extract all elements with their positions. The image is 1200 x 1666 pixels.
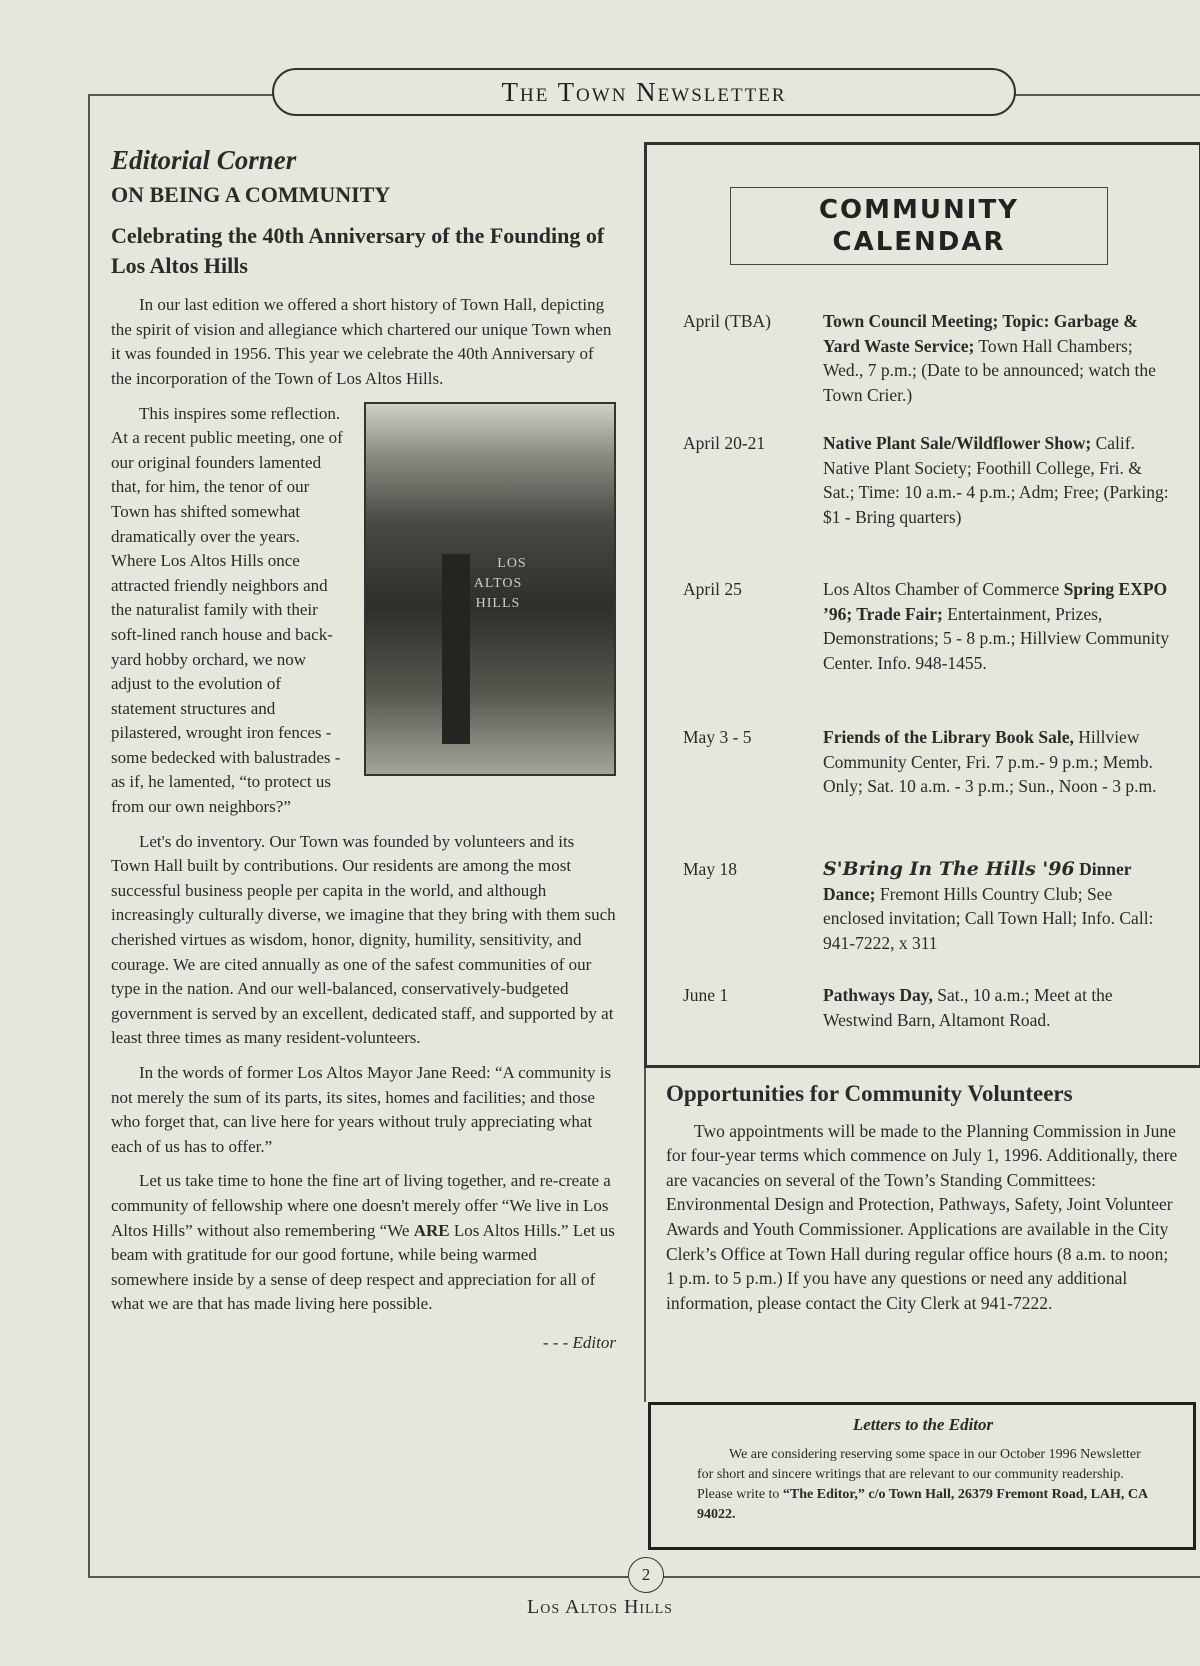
entry-body	[823, 857, 1173, 955]
entry-date: May 3 - 5	[683, 727, 752, 747]
frame-top-left	[88, 94, 274, 96]
section-label: Editorial Corner	[111, 145, 297, 175]
footer-town: Los Altos Hills	[527, 1596, 673, 1618]
calendar-title-line2: CALENDAR	[832, 227, 1006, 257]
community-calendar	[644, 142, 1200, 1068]
editorial-column	[111, 145, 616, 1356]
volunteers-body: Two appointments will be made to the Planning Commission in June for four-year terms which commence on July 1, 1996. Additionally, there are vacancies on several of the Town’s Standing Committees: Environmental Design and Protection, Pathways, Safety, Joint Volunteer Awards and Youth Commissioner. Applications are available in the City Clerk’s Office at Town Hall during regular office hours (8 a.m. to noon; 1 p.m. to 5 p.m.) If you have any questions or need any additional information, please contact the City Clerk at 941-7222.	[666, 1120, 1178, 1313]
entry-details: Fremont Hills Country Club; See enclosed invitation; Call Town Hall; Info. Call: 941-7222, x 311	[823, 883, 1154, 953]
editorial-paragraph-5	[111, 1169, 616, 1317]
sign-text: LOS ALTOS HILLS	[473, 555, 527, 611]
subheadline: Celebrating the 40th Anniversary of the Founding of Los Altos Hills	[111, 223, 605, 279]
entry-body	[823, 983, 1173, 1032]
entry-title: Pathways Day,	[823, 985, 933, 1005]
frame-left	[88, 94, 90, 1578]
calendar-title-line1: COMMUNITY	[818, 195, 1020, 225]
editorial-paragraph-2-text: This inspires some reflection. At a recent public meeting, one of our original founders lamented that, for him, the tenor of our Town has shifted somewhat dramatically over the years. Where Los Altos Hills once attracted friendly neighbors and the naturalist family with their soft-lined ranch house and back-yard hobby orchard, we now adjust to the evolution of statement structures and pilastered, wrought iron fences - some bedecked with balustrades - as if, he lamented, “to protect us from our own neighbors?”	[111, 403, 343, 817]
letters-heading: Letters to the Editor	[852, 1415, 994, 1434]
page-number: 2	[628, 1557, 664, 1593]
letters-address: “The Editor,” c/o Town Hall, 26379 Fremont Road, LAH, CA 94022.	[697, 1487, 1148, 1522]
entry-pre: Los Altos Chamber of Commerce	[823, 579, 1060, 599]
p5-part-b: Los Altos Hills.” Let us beam with gratitude for our good fortune, while being warmed somewhere inside by a sense of deep respect and appreciation for all of what we are that has made living here possible.	[111, 1220, 615, 1314]
volunteers-section	[666, 1082, 1178, 1315]
entry-title: Town Council Meeting; Topic: Garbage & Yard Waste Service;	[823, 311, 1138, 356]
letters-box	[648, 1402, 1196, 1550]
entry-details: Town Hall Chambers; Wed., 7 p.m.; (Date to be announced; watch the Town Crier.)	[823, 335, 1156, 405]
entry-title: Dinner Dance;	[823, 859, 1132, 904]
entry-title: Native Plant Sale/Wildflower Show;	[823, 433, 1092, 453]
p5-part-a: Let us take time to hone the fine art of living together, and re-create a community of fellowship where one doesn't merely offer “We live in Los Altos Hills” without also remembering “We	[111, 1171, 611, 1240]
editorial-paragraph-1: In our last edition we offered a short history of Town Hall, depicting the spirit of vision and allegiance which chartered our unique Town when it was founded in 1956. This year we celebrate the 40th Anniversary of the incorporation of the Town of Los Altos Hills.	[111, 295, 612, 388]
p5-bold: ARE	[413, 1220, 450, 1240]
entry-details: Hillview Community Center, Fri. 7 p.m.- 9 p.m.; Memb. Only; Sat. 10 a.m. - 3 p.m.; Sun., Noon - 3 p.m.	[823, 727, 1157, 796]
entry-date: April 20-21	[683, 433, 766, 453]
editorial-paragraph-3: Let's do inventory. Our Town was founded by volunteers and its Town Hall built by contributions. Our residents are among the most successful business people per capita in the world, and although increasingly culturally diverse, we imagine that they bring with them such cherished virtues as wisdom, honor, dignity, humility, sensitivity, and courage. We are cited annually as one of the safest communities of our type in the nation. And our well-balanced, conservatively-budgeted government is served by an excellent, dedicated staff, and supported by at least three times as many resident-volunteers.	[111, 831, 616, 1048]
entry-date: June 1	[683, 985, 729, 1005]
calendar-title	[730, 187, 1108, 265]
entry-title: Spring EXPO ’96; Trade Fair;	[823, 579, 1168, 624]
frame-bottom-right	[662, 1576, 1200, 1578]
entry-body	[823, 725, 1173, 799]
letters-text: We are considering reserving some space in our October 1996 Newsletter for short and sincere writings that are relevant to our community readership. Please write to	[697, 1447, 1141, 1502]
entry-script-title: S'Bring In The Hills '96	[823, 858, 1075, 880]
entry-details: Calif. Native Plant Society; Foothill College, Fri. & Sat.; Time: 10 a.m.- 4 p.m.; Adm; Free; (Parking: $1 - Bring quarters)	[823, 433, 1169, 527]
entry-body	[823, 577, 1173, 675]
editorial-paragraph-2	[111, 402, 616, 820]
los-altos-hills-sign-photo	[364, 402, 616, 776]
frame-top-right	[1010, 94, 1200, 96]
entry-date: April 25	[683, 579, 742, 599]
entry-body	[823, 431, 1173, 529]
column-divider	[644, 1062, 646, 1402]
entry-date: April (TBA)	[683, 311, 771, 331]
frame-bottom-left	[88, 1576, 628, 1578]
editorial-paragraph-4: In the words of former Los Altos Mayor Jane Reed: “A community is not merely the sum of its parts, its sites, homes and facilities; and those who forget that, can live here for years without truly appreciating what each of us has to offer.”	[111, 1063, 612, 1156]
letters-body	[697, 1445, 1149, 1525]
masthead-title: The Town Newsletter	[272, 68, 1016, 116]
entry-details: Sat., 10 a.m.; Meet at the Westwind Barn, Altamont Road.	[823, 985, 1113, 1030]
entry-body	[823, 309, 1173, 407]
entry-title: Friends of the Library Book Sale,	[823, 727, 1074, 747]
entry-date: May 18	[683, 859, 737, 879]
headline: ON BEING A COMMUNITY	[111, 181, 391, 207]
volunteers-heading: Opportunities for Community Volunteers	[666, 1081, 1073, 1106]
editor-signature: - - - Editor	[542, 1332, 616, 1352]
entry-details: Entertainment, Prizes, Demonstrations; 5 - 8 p.m.; Hillview Community Center. Info. 948-1455.	[823, 603, 1170, 673]
